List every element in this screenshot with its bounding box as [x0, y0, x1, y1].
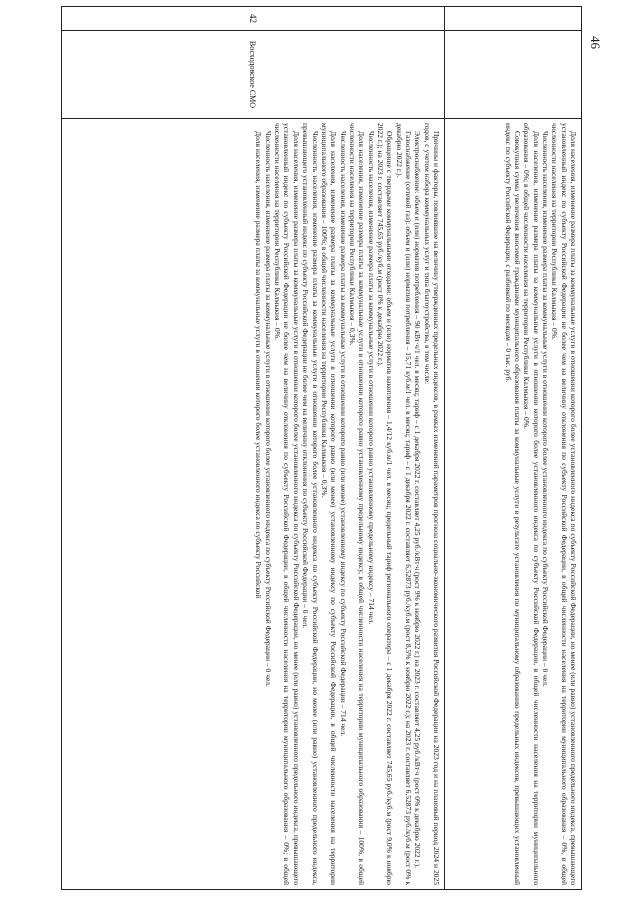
description-cell: [445, 119, 582, 890]
paragraph: Доля населения, изменение размера платы за коммунальные услуги в отношении которого более установленного индекса по субъекту Российской Федерации, но менее (или равно) установленного предельного индекса, превышающего установленный индекс по субъекту Российской Федерации не более чем на величину отклонения по субъекту Российской Федерации, в общей численности населения на территории муниципального образования – 0%, в общей численности населения на территории Республики Калмыкия – 0%.: [550, 123, 578, 885]
description-cell: [62, 119, 445, 890]
table-row-previous: [445, 7, 582, 890]
page-number: 46: [588, 36, 603, 49]
paragraph: Доля населения, изменение размера платы за коммунальные услуги в отношении которого равно установленному предельному индексу, в общей численности населения на территории муниципального образования – 100%, в общей численности населения на территории Республики Калмыкия – 0,3%.: [347, 123, 367, 885]
paragraph: Газоснабжение (сетевой газ): объем и (или) норматив потребления – 15,71 куб.м/1 чел. в месяц; тариф – с 1 декабря 2022 г. составляет 6,52873 руб./куб.м (рост 8,5% к ноябрю 2022 г.); на 2023 г. составляет 6,52873 руб./куб.м (рост 0% к декабрю 2022 г.).: [394, 123, 413, 885]
paragraph: Обращение с твердыми коммунальными отходами: объем и (или) норматив накопления – 1,4/12 куб.м/1 чел. в месяц; предельный тариф регионального оператора – с 1 декабря 2022 г. составляет 745,65 руб./куб.м (рост 9,0% к ноябрю 2022 г.); на 2023 г. составляет 745,65 руб./куб.м (рост 0% к декабрю 2022 г.).: [375, 123, 395, 885]
paragraph: Доля населения, изменение размера платы за коммунальные услуги в отношении которого равно (или менее) установленному индексу по субъекту Российской Федерации, в общей численности населения на территории муниципального образования – 100%; в общей численности населения на территории Республики Калмыкия – 0,3%.: [319, 123, 339, 885]
paragraph: Численность населения, изменение размера платы за коммунальные услуги в отношении которого более установленного индекса по субъекту Российской Федерации, но менее (или равно) установленного предельного индекса, превышающего установленный индекс по субъекту Российской Федерации не более чем на величину отклонения по субъекту Российской Федерации – 0 чел.: [301, 123, 320, 885]
paragraph: Совокупная сумма увеличения вносимой гражданами муниципального образования платы за коммунальные услуги в результате установления по муниципальному образованию предельных индексов, превышающих установленный индекс по субъекту Российской Федерации, с разбивкой по месяцам – 0 тыс. руб.: [503, 123, 522, 885]
paragraph: Численность населения, изменение размера платы за коммунальные услуги в отношении которого равно установленному предельному индексу – 714 чел.: [366, 131, 376, 625]
table-row-vozkhodovskoe: [62, 7, 445, 890]
row-number-cell: [445, 7, 582, 31]
paragraph: Доля населения, изменение размера платы за коммунальные услуги в отношении которого более установленного индекса по субъекту Российской: [254, 131, 264, 599]
paragraph: Причины и факторы, повлиявшие на величину утвержденных предельных индексов, в рамках изменений параметров прогноза социально-экономического развития Российской Федерации на 2023 год и на плановый период 2024 и 2025 годов, с учетом набора коммунальных услуг и типа благоустройства, в том числе:: [422, 123, 441, 885]
paragraph: Доля населения, изменение размера платы за коммунальные услуги в отношении которого более установленного индекса по субъекту Российской Федерации, в общей численности населения на территории муниципального образования – 0%; в общей численности населения на территории Республики Калмыкия – 0%.: [522, 123, 541, 885]
row-number-cell: 42: [62, 7, 445, 31]
indices-table: [61, 6, 582, 890]
paragraph: Численность населения, изменение размера платы за коммунальные услуги в отношении которого более установленного индекса по субъекту Российской Федерации – 0 чел.: [540, 131, 550, 687]
paragraph: Численность населения, изменение размера платы за коммунальные услуги в отношении которого равно (или менее) установленному индексу по субъекту Российской Федерации – 714 чел.: [338, 131, 348, 737]
municipality-name-cell: Восходовское СМО: [62, 31, 445, 119]
paragraph: Численность населения, изменение размера платы за коммунальные услуги в отношении которого более установленного индекса по субъекту Российской Федерации – 0 чел.: [263, 131, 273, 687]
municipality-name-cell: [445, 31, 582, 119]
paragraph: Доля населения, изменение размера платы за коммунальные услуги в отношении которого более установленного индекса по субъекту Российской Федерации, но менее (или равно) установленного предельного индекса, превышающего установленный индекс по субъекту Российской Федерации не более чем на величину отклонения по субъекту Российской Федерации, в общей численности населения на территории муниципального образования – 0%; в общей численности населения на территории Республики Калмыкия – 0%.: [273, 123, 301, 885]
paragraph: Электроснабжение: объем и (или) норматив потребления – 90 кВт∙ч/1 чел. в месяц; тариф – с 1 декабря 2022 г. составляет 4,25 руб./кВт∙ч (рост 9% к ноябрю 2022 г.) на 2023 г. составляет 4,25 руб./кВт∙ч (рост 0% к декабрю 2022 г.).: [413, 131, 423, 869]
